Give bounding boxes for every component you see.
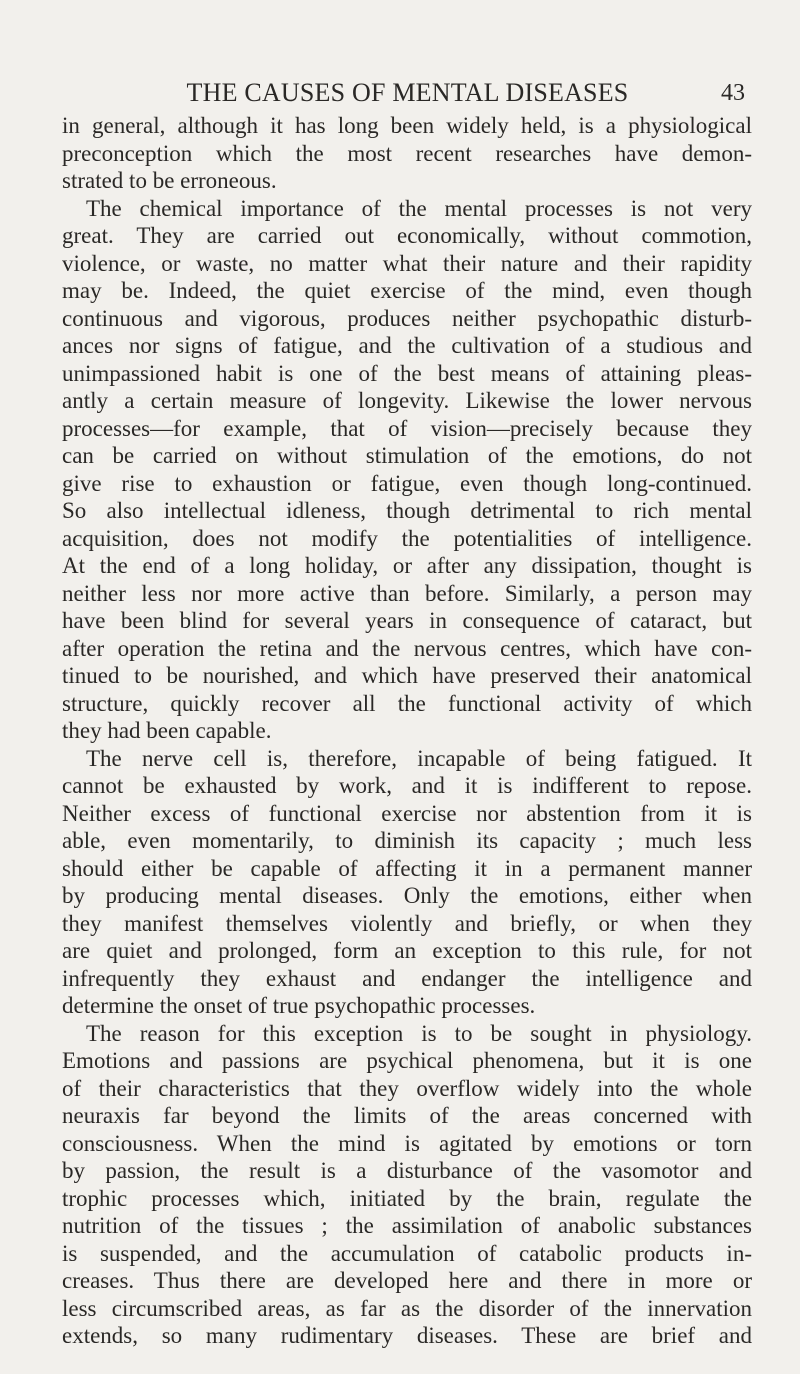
text-line: neither less nor more active than before. Similarly, a person may <box>62 580 752 606</box>
text-line: The reason for this exception is to be sought in physiology. <box>86 1020 752 1046</box>
text-line: The chemical importance of the mental processes is not very <box>86 195 752 221</box>
text-line: nutrition of the tissues ; the assimilation of anabolic substances <box>62 1213 752 1238</box>
text-line: by passion, the result is a disturbance of the vasomotor and <box>62 1158 752 1183</box>
text-line: Neither excess of functional exercise nor abstention from it is <box>62 800 752 826</box>
text-line: processes—for example, that of vision—precisely because they <box>62 415 752 441</box>
text-line: antly a certain measure of longevity. Likewise the lower nervous <box>62 388 752 413</box>
text-line: unimpassioned habit is one of the best means of attaining pleas- <box>62 360 752 386</box>
text-line: creases. Thus there are developed here and there in more or <box>62 1268 752 1293</box>
text-line: At the end of a long holiday, or after any dissipation, thought is <box>62 553 752 578</box>
text-line: structure, quickly recover all the functional activity of which <box>62 690 752 716</box>
text-line: are quiet and prolonged, form an exception to this rule, for not <box>62 938 752 963</box>
text-line: determine the onset of true psychopathic processes. <box>62 993 536 1018</box>
text-line: strated to be erroneous. <box>62 168 277 193</box>
page-number: 43 <box>721 80 745 106</box>
paragraph <box>62 745 752 1020</box>
text-line: great. They are carried out economically, without commotion, <box>62 223 752 248</box>
text-line: ances nor signs of fatigue, and the cultivation of a studious and <box>62 333 752 358</box>
text-line: they manifest themselves violently and briefly, or when they <box>62 910 752 936</box>
text-line: preconception which the most recent researches have demon- <box>62 140 752 166</box>
text-line: consciousness. When the mind is agitated by emotions or torn <box>62 1130 752 1156</box>
text-line: able, even momentarily, to diminish its capacity ; much less <box>62 828 752 853</box>
text-line: continuous and vigorous, produces neither psychopathic disturb- <box>62 305 752 331</box>
text-line: give rise to exhaustion or fatigue, even though long-continued. <box>62 470 752 496</box>
text-line: Emotions and passions are psychical phenomena, but it is one <box>62 1048 752 1073</box>
text-line: may be. Indeed, the quiet exercise of the mind, even though <box>62 278 752 303</box>
text-line: have been blind for several years in consequence of cataract, but <box>62 608 752 633</box>
text-line: cannot be exhausted by work, and it is indifferent to repose. <box>62 773 752 798</box>
text-line: can be carried on without stimulation of the emotions, do not <box>62 443 752 468</box>
text-line: of their characteristics that they overflow widely into the whole <box>62 1075 752 1101</box>
text-line: by producing mental diseases. Only the emotions, either when <box>62 883 752 908</box>
paragraph <box>62 112 752 195</box>
body-text <box>62 112 752 1350</box>
paragraph <box>62 195 752 745</box>
text-line: they had been capable. <box>62 718 272 743</box>
text-line: after operation the retina and the nervous centres, which have con- <box>62 635 752 661</box>
text-line: less circumscribed areas, as far as the disorder of the innervation <box>62 1295 752 1321</box>
text-line: in general, although it has long been widely held, is a physiological <box>62 113 752 138</box>
text-line: extends, so many rudimentary diseases. These are brief and <box>62 1323 752 1348</box>
text-line: should either be capable of affecting it in a permanent manner <box>62 855 752 881</box>
text-line: acquisition, does not modify the potentialities of intelligence. <box>62 525 752 551</box>
running-title: THE CAUSES OF MENTAL DISEASES <box>186 78 629 107</box>
text-line: is suspended, and the accumulation of catabolic products in- <box>62 1240 752 1266</box>
text-line: tinued to be nourished, and which have preserved their anatomical <box>62 663 752 688</box>
text-line: trophic processes which, initiated by the brain, regulate the <box>62 1185 752 1211</box>
text-line: infrequently they exhaust and endanger the intelligence and <box>62 965 752 991</box>
text-line: The nerve cell is, therefore, incapable of being fatigued. It <box>86 745 752 771</box>
paragraph <box>62 1020 752 1350</box>
running-head <box>70 75 745 111</box>
text-line: neuraxis far beyond the limits of the areas concerned with <box>62 1103 752 1128</box>
text-line: violence, or waste, no matter what their nature and their rapidity <box>62 250 752 276</box>
text-line: So also intellectual idleness, though detrimental to rich mental <box>62 498 752 523</box>
